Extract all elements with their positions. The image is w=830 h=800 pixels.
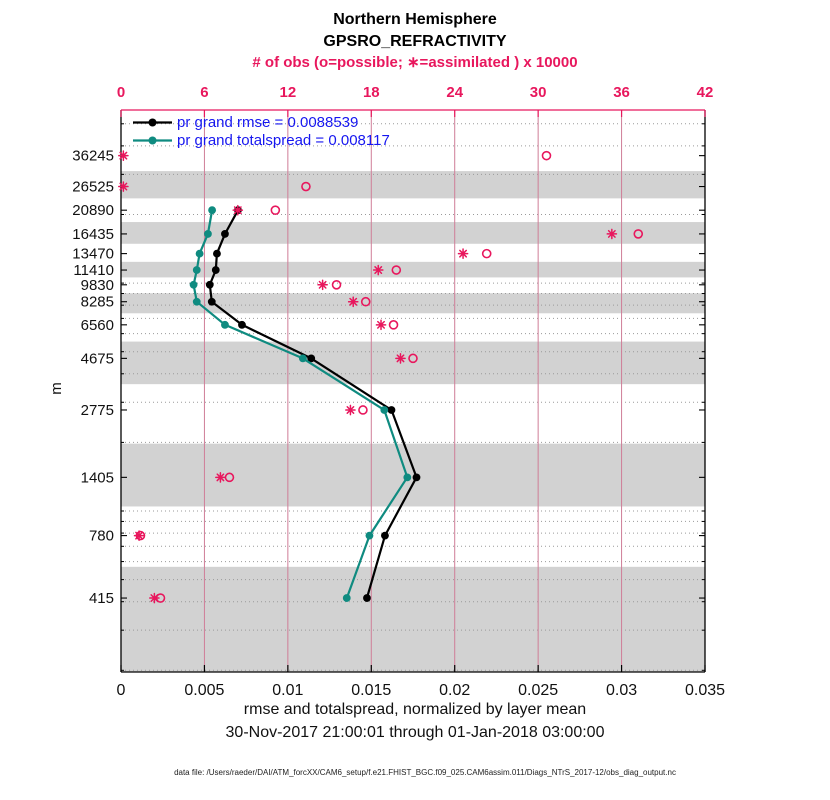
assimilated-obs-marker <box>376 320 385 329</box>
series-marker <box>221 321 229 329</box>
obs-tick-label: 30 <box>529 84 547 101</box>
series-marker <box>380 406 388 414</box>
series-marker <box>381 532 389 540</box>
series-marker <box>388 406 396 414</box>
series-marker <box>208 298 216 306</box>
x-axis-daterange-label: 30-Nov-2017 21:00:01 through 01-Jan-2018 03:00:00 <box>225 724 605 741</box>
x-tick-label: 0 <box>116 682 126 699</box>
obs-tick-label: 24 <box>446 84 464 101</box>
assimilated-obs-marker <box>134 531 143 540</box>
series-marker <box>206 281 214 289</box>
possible-obs-marker <box>390 321 398 329</box>
series-marker <box>238 321 246 329</box>
series-marker <box>299 354 307 362</box>
y-tick-label: 8285 <box>80 293 114 311</box>
possible-obs-marker <box>542 152 550 160</box>
x-tick-label: 0.01 <box>272 682 304 699</box>
series-marker <box>208 206 216 214</box>
assimilated-obs-marker <box>119 151 128 160</box>
y-tick-label: 36245 <box>72 147 114 165</box>
x-tick-label: 0.015 <box>351 682 392 699</box>
y-tick-label: 20890 <box>72 202 114 220</box>
series-marker <box>213 250 221 258</box>
y-tick-label: 1405 <box>80 469 114 487</box>
y-tick-label: 6560 <box>80 316 114 334</box>
obs-tick-label: 18 <box>362 84 380 101</box>
series-marker <box>196 250 204 258</box>
legend-entry-rmse-label: pr grand rmse = 0.0088539 <box>177 114 359 131</box>
level-shade-band <box>121 567 705 672</box>
series-marker <box>221 230 229 238</box>
series-marker <box>204 230 212 238</box>
y-tick-label: 26525 <box>72 178 114 196</box>
data-file-footer: data file: /Users/raeder/DAI/ATM_forcXX/CAM6_setup/f.e21.FHIST_BGC.f09_025.CAM6assim.011/Diags_NTrS_2017-12/obs_diag_output.nc <box>174 768 676 777</box>
y-axis-label: m <box>47 382 65 395</box>
y-tick-label: 4675 <box>80 350 114 368</box>
series-marker <box>403 473 411 481</box>
assimilated-obs-marker <box>150 593 159 602</box>
x-tick-label: 0.025 <box>518 682 559 699</box>
legend-marker-sample <box>149 119 157 127</box>
possible-obs-marker <box>271 206 279 214</box>
y-tick-label: 415 <box>88 590 114 608</box>
assimilated-obs-marker <box>233 206 242 215</box>
obs-tick-label: 12 <box>279 84 297 101</box>
assimilated-obs-marker <box>346 405 355 414</box>
series-marker <box>212 266 220 274</box>
assimilated-obs-marker <box>374 265 383 274</box>
assimilated-obs-marker <box>607 229 616 238</box>
possible-obs-marker <box>333 281 341 289</box>
y-tick-label: 9830 <box>80 276 114 294</box>
obs-tick-label: 36 <box>613 84 630 101</box>
x-tick-label: 0.005 <box>184 682 225 699</box>
x-tick-label: 0.02 <box>439 682 471 699</box>
legend-entry-totalspread-label: pr grand totalspread = 0.008117 <box>177 132 390 149</box>
obs-tick-label: 6 <box>200 84 209 101</box>
y-tick-label: 13470 <box>72 245 114 263</box>
level-shade-band <box>121 171 705 198</box>
series-marker <box>366 532 374 540</box>
y-tick-label: 2775 <box>80 401 114 419</box>
assimilated-obs-marker <box>318 280 327 289</box>
assimilated-obs-marker <box>216 473 225 482</box>
possible-obs-marker <box>359 406 367 414</box>
series-marker <box>193 266 201 274</box>
chart-title: Northern Hemisphere <box>333 11 497 28</box>
level-shade-band <box>121 444 705 507</box>
series-marker <box>413 473 421 481</box>
series-marker <box>190 281 198 289</box>
y-tick-label: 780 <box>88 527 114 545</box>
possible-obs-marker <box>483 250 491 258</box>
obs-tick-label: 0 <box>116 84 126 101</box>
chart-subtitle: GPSRO_REFRACTIVITY <box>323 33 507 50</box>
x-tick-label: 0.035 <box>684 682 726 699</box>
assimilated-obs-marker <box>349 297 358 306</box>
assimilated-obs-marker <box>396 354 405 363</box>
top-axis-label: # of obs (o=possible; ∗=assimilated ) x 10000 <box>252 54 578 71</box>
series-marker <box>363 594 371 602</box>
series-marker <box>343 594 351 602</box>
level-shade-band <box>121 262 705 278</box>
series-marker <box>193 298 201 306</box>
y-tick-label: 11410 <box>73 262 114 280</box>
x-tick-label: 0.03 <box>606 682 638 699</box>
assimilated-obs-marker <box>119 182 128 191</box>
y-tick-label: 16435 <box>72 225 114 243</box>
assimilated-obs-marker <box>458 249 467 258</box>
legend-marker-sample <box>149 137 157 145</box>
obs-tick-label: 42 <box>696 84 714 101</box>
x-axis-label: rmse and totalspread, normalized by layer mean <box>243 701 587 718</box>
